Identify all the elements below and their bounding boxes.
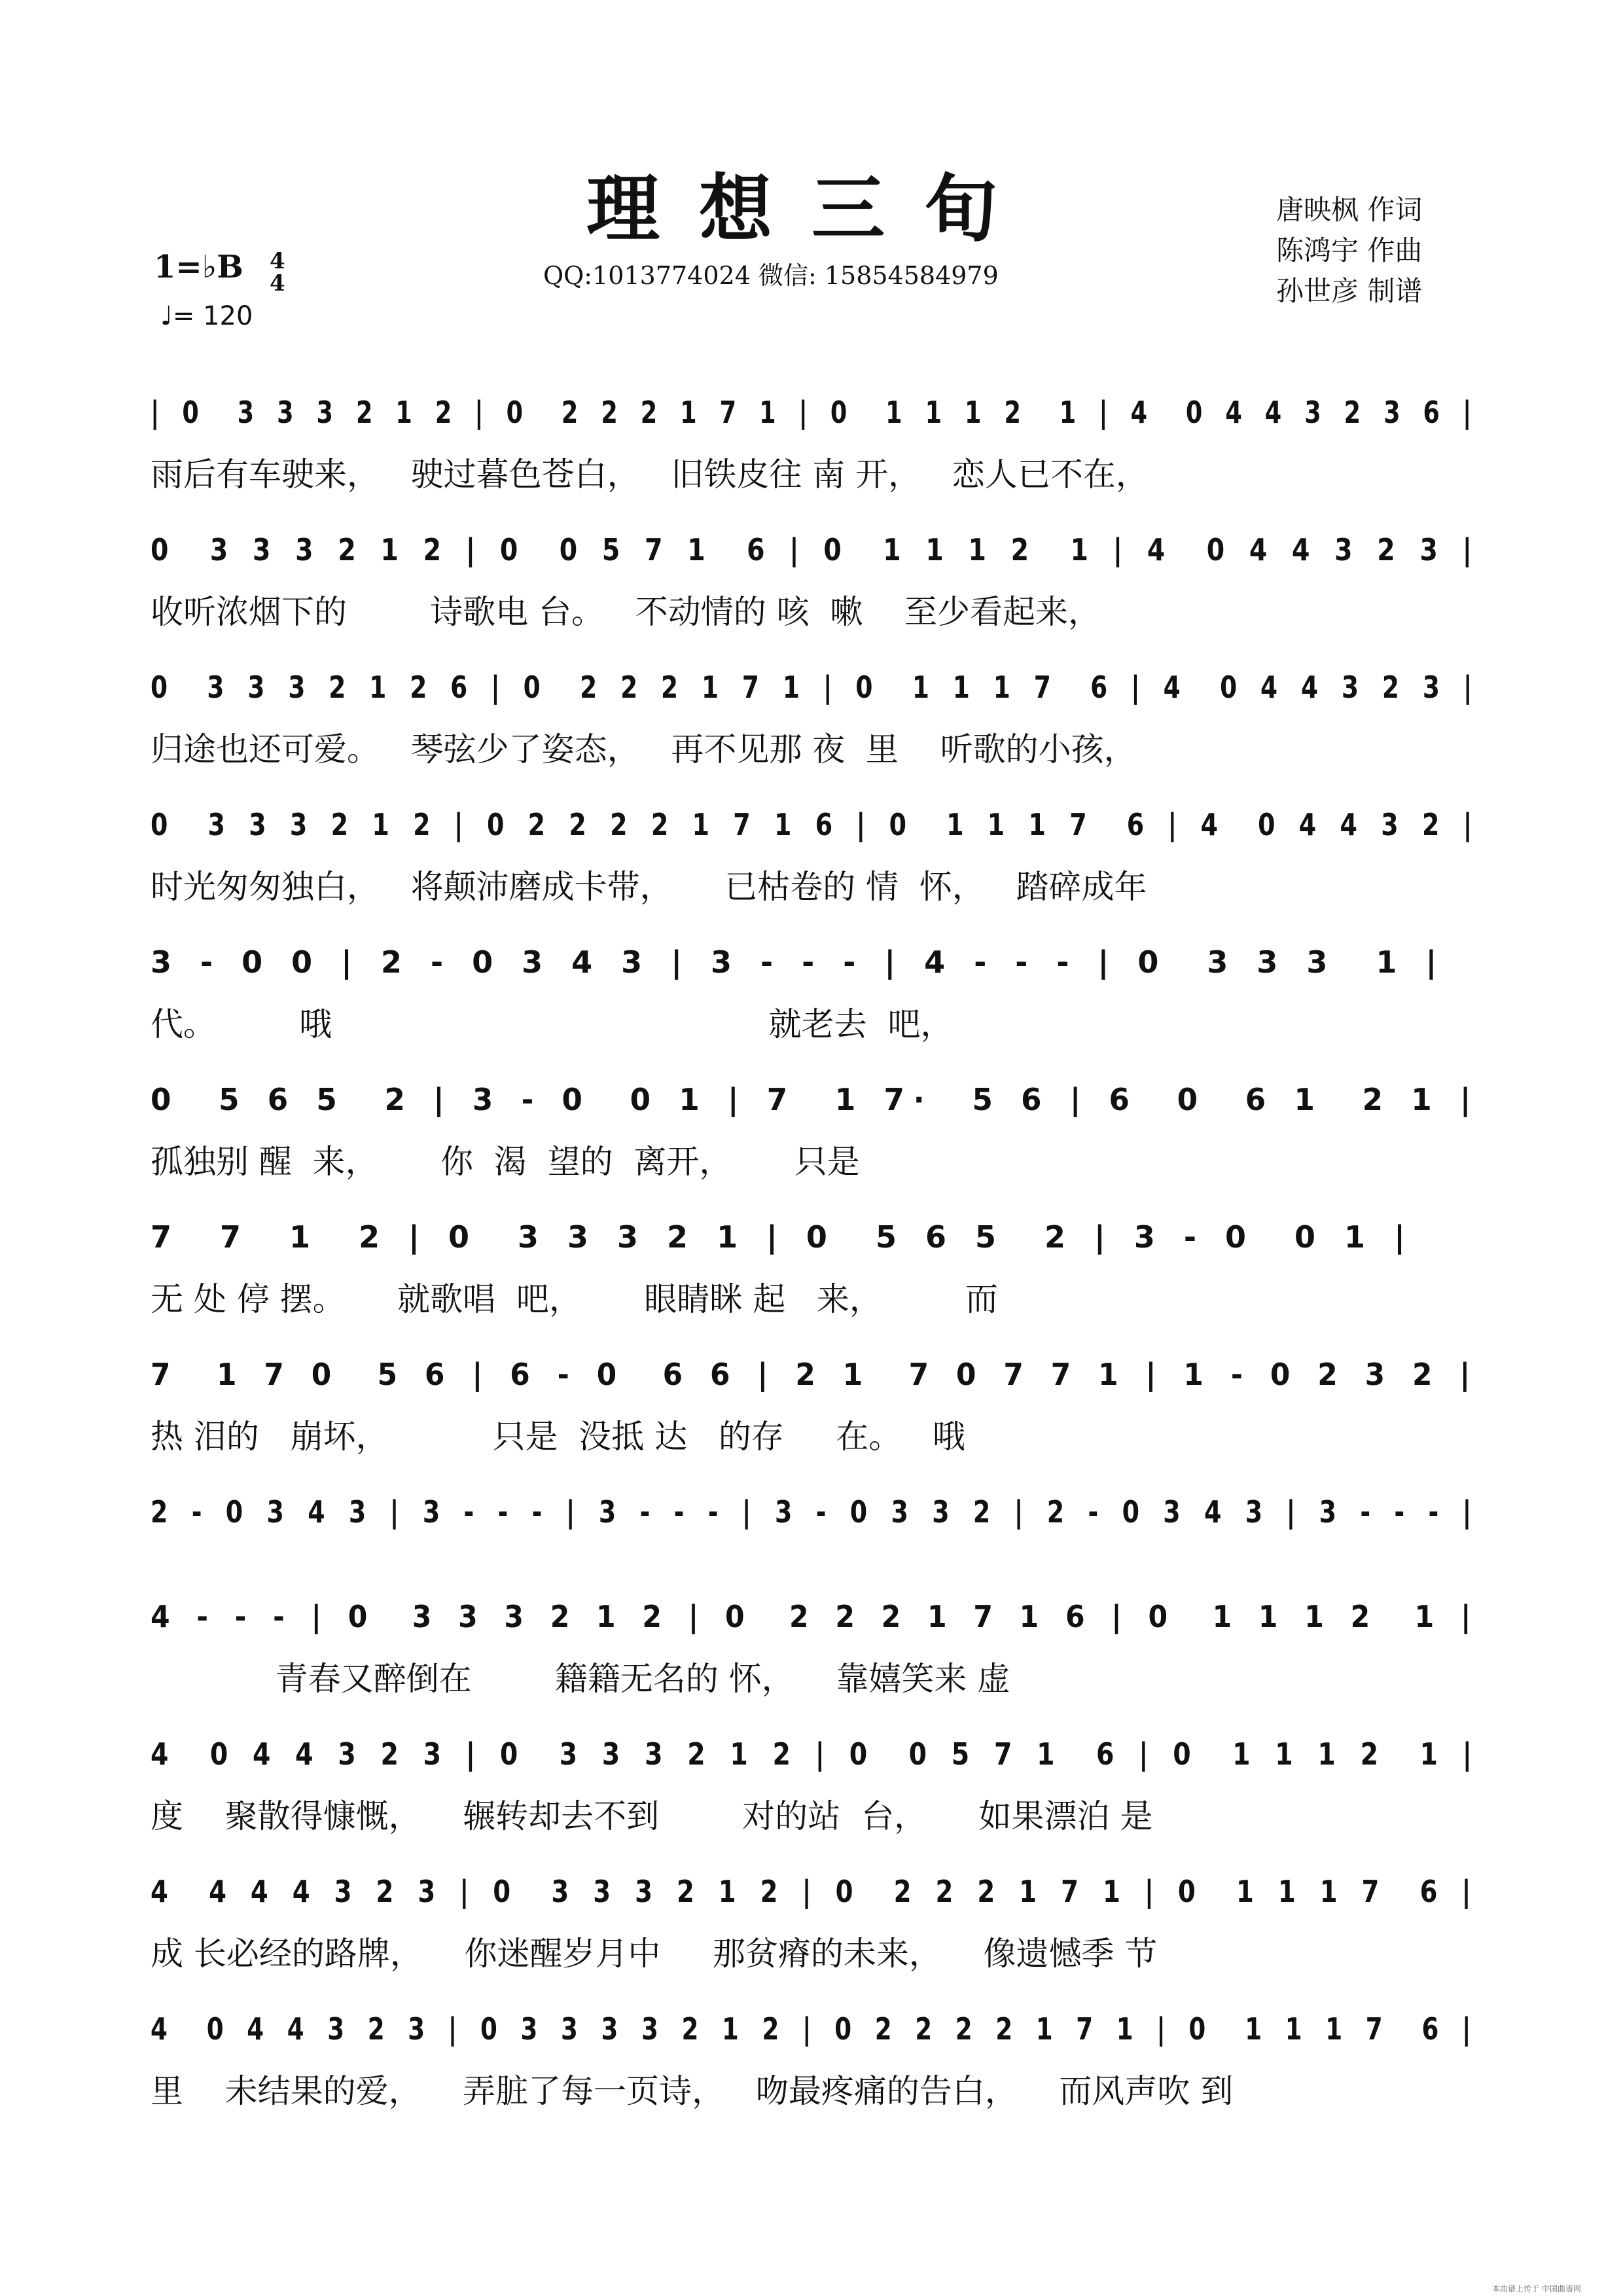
notation-line: 0 3 3 3 2 1 2 6 | 0 2 2 2 1 7 1 | 0 1 1 1 7 6 | 4 0 4 4 3 2 3 | (151, 670, 1480, 705)
score-system (151, 1080, 1479, 1217)
credits (1276, 190, 1422, 312)
score-system (151, 1872, 1479, 2009)
notation-line: 0 5 6 5 2 | 3 - 0 0 1 | 7 1 7· 5 6 | 6 0 6 1 2 1 | (151, 1082, 1480, 1117)
score-system (151, 1734, 1479, 1872)
song-title: 理想三旬 (586, 166, 1037, 252)
lyric-line: 青春又醉倒在 籍籍无名的 怀， 靠嬉笑来 虚 (151, 1660, 1010, 1698)
notation-line: 3 - 0 0 | 2 - 0 3 4 3 | 3 - - - | 4 - - - | 0 3 3 3 1 | (151, 944, 1446, 980)
lyric-line: 时光匆匆独白， 将颠沛磨成卡带， 已枯卷的 情 怀， 踏碎成年 (151, 868, 1147, 906)
lyric-line: 无 处 停 摆。 就歌唱 吧， 眼睛眯 起 来， 而 (151, 1280, 999, 1318)
lyric-line: 雨后有车驶来， 驶过暮色苍白， 旧铁皮往 南 开， 恋人已不在， (151, 456, 1149, 493)
score-system (151, 942, 1479, 1080)
notation-line: 0 3 3 3 2 1 2 | 0 2 2 2 2 1 7 1 6 | 0 1 1 1 7 6 | 4 0 4 4 3 2 | (151, 807, 1480, 842)
time-signature (270, 250, 285, 295)
lyric-line: 收听浓烟下的 诗歌电 台。 不动情的 咳 嗽 至少看起来， (151, 593, 1101, 631)
notation-line: | 0 3 3 3 2 1 2 | 0 2 2 2 1 7 1 | 0 1 1 1 2 1 | 4 0 4 4 3 2 3 6 | (151, 395, 1479, 430)
score-system (151, 1217, 1479, 1355)
credit-transcriber: 孙世彦 制谱 (1276, 275, 1423, 307)
notation-line: 4 - - - | 0 3 3 3 2 1 2 | 0 2 2 2 1 7 1 6 | 0 1 1 1 2 1 | (151, 1599, 1480, 1634)
notation-line: 0 3 3 3 2 1 2 | 0 0 5 7 1 6 | 0 1 1 1 2 1 | 4 0 4 4 3 2 3 | (151, 532, 1480, 567)
lyric-line: 里 未结果的爱， 弄脏了每一页诗， 吻最疼痛的告白， 而风声吹 到 (151, 2072, 1234, 2110)
contact-info: QQ:1013774024 微信: 15854584979 (543, 261, 999, 290)
key-signature: 1=♭B (154, 249, 243, 285)
score-system (151, 530, 1479, 668)
score-system (151, 1597, 1479, 1734)
notation-line: 7 1 7 0 5 6 | 6 - 0 6 6 | 2 1 7 0 7 7 1 | 1 - 0 2 3 2 | (151, 1357, 1479, 1392)
credit-lyricist: 唐映枫 作词 (1276, 194, 1423, 226)
score-system (151, 1355, 1479, 1492)
notation-line: 2 - 0 3 4 3 | 3 - - - | 3 - - - | 3 - 0 3 3 2 | 2 - 0 3 4 3 | 3 - - - | (151, 1494, 1479, 1530)
lyric-line: 成 长必经的路牌， 你迷醒岁月中 那贫瘠的未来， 像遗憾季 节 (151, 1935, 1158, 1973)
lyric-line: 孤独别 醒 来， 你 渴 望的 离开， 只是 (151, 1143, 860, 1181)
tempo-marking: ♩= 120 (160, 301, 253, 331)
notation-line: 4 4 4 4 3 2 3 | 0 3 3 3 2 1 2 | 0 2 2 2 1 7 1 | 0 1 1 1 7 6 | (151, 1874, 1479, 1909)
notation-line: 4 0 4 4 3 2 3 | 0 3 3 3 2 1 2 | 0 0 5 7 1 6 | 0 1 1 1 2 1 | (151, 1736, 1480, 1772)
lyric-line: 热 泪的 崩坏， 只是 没抵 达 的存 在。 哦 (151, 1418, 966, 1456)
lyric-line: 归途也还可爱。 琴弦少了姿态， 再不见那 夜 里 听歌的小孩， (151, 730, 1137, 768)
score-system (151, 805, 1479, 942)
credit-composer: 陈鸿宇 作曲 (1276, 234, 1423, 266)
time-denominator: 4 (270, 270, 285, 296)
notation-line: 4 0 4 4 3 2 3 | 0 3 3 3 3 2 1 2 | 0 2 2 2 2 1 7 1 | 0 1 1 1 7 6 | (151, 2011, 1478, 2047)
footer-note: 本曲谱上传于 中国曲谱网 (1492, 2284, 1581, 2293)
lyric-line: 度 聚散得慷慨， 辗转却去不到 对的站 台， 如果漂泊 是 (151, 1797, 1153, 1835)
score-system (151, 393, 1479, 530)
lyric-line: 代。 哦 就老去 吧， (151, 1005, 954, 1043)
notation-line: 7 7 1 2 | 0 3 3 3 2 1 | 0 5 6 5 2 | 3 - 0 0 1 | (151, 1219, 1414, 1255)
score-system (151, 668, 1479, 805)
score-system (151, 2009, 1479, 2147)
time-numerator: 4 (270, 248, 285, 274)
